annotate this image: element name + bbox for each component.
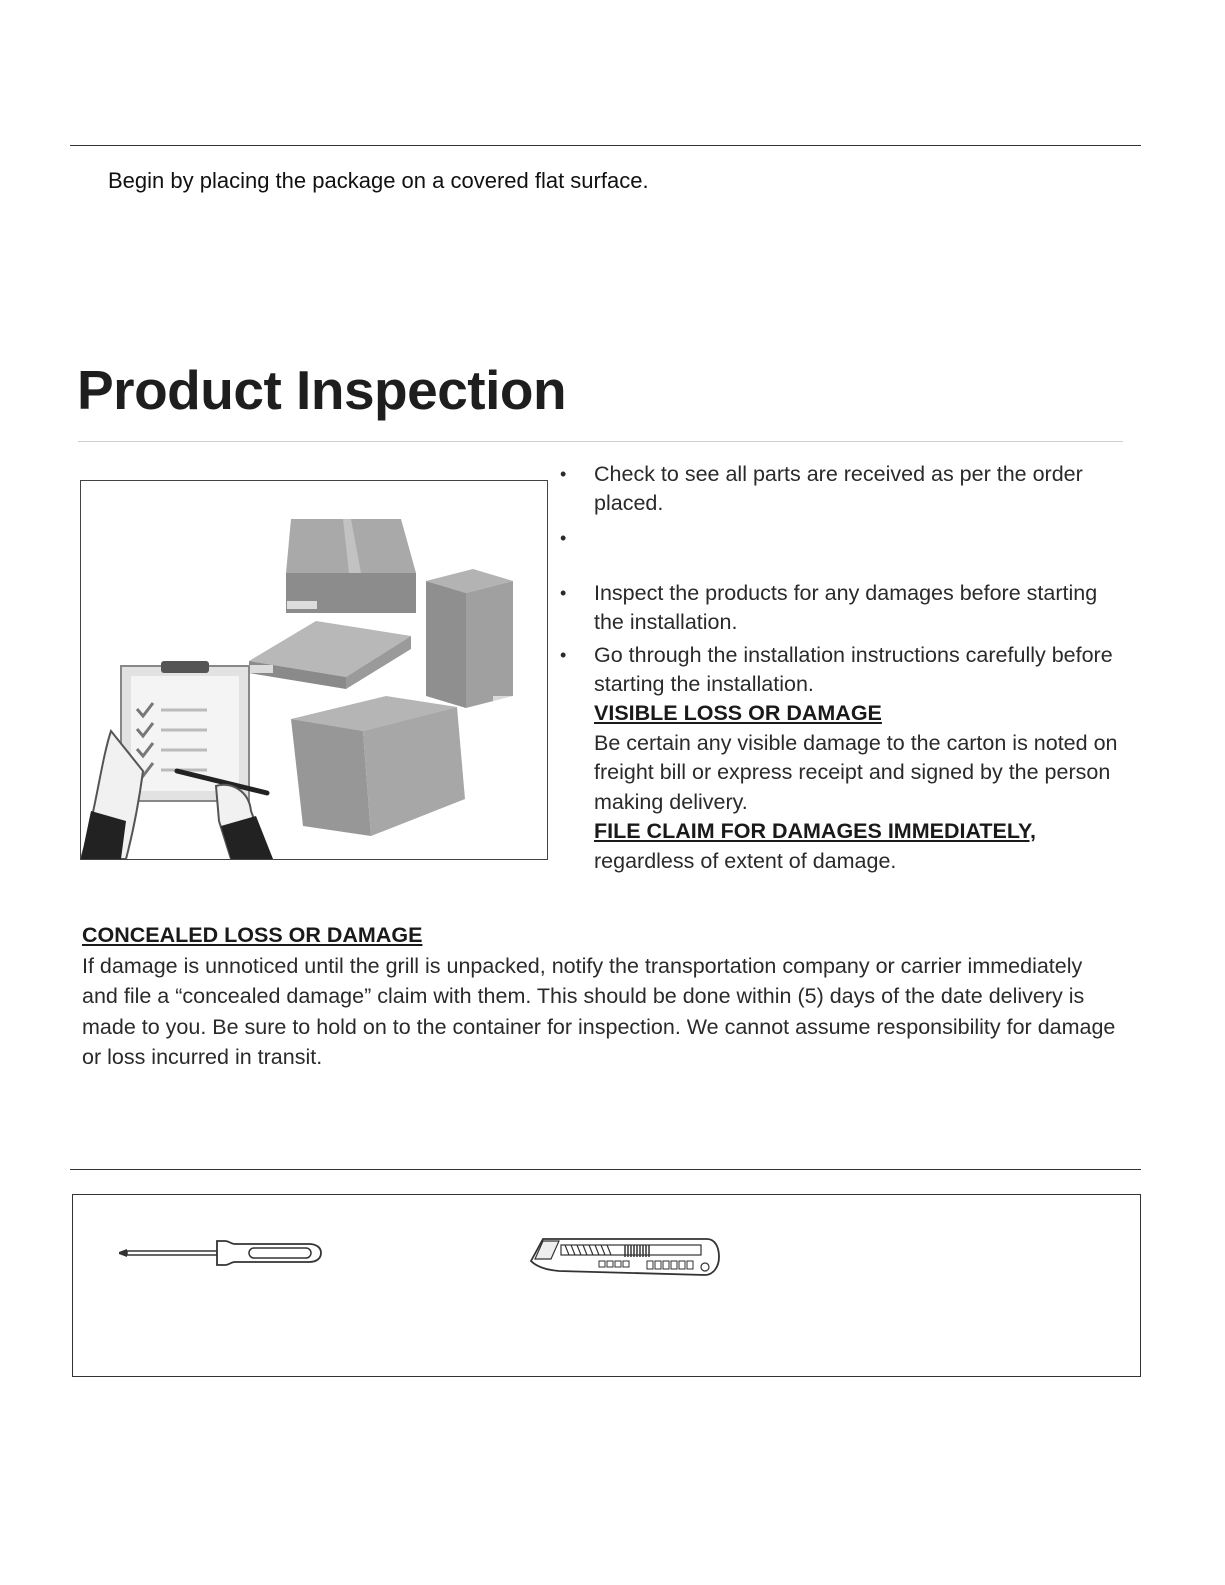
claim-heading: FILE CLAIM FOR DAMAGES IMMEDIATELY, [594,819,1036,843]
tools-panel [72,1194,1141,1377]
title-divider [78,441,1123,442]
checklist-item-inspect [560,579,1120,637]
bullet-dot: • [560,528,567,548]
checklist-item-text: Inspect the products for any damages before starting the installation. [594,581,1098,634]
checklist-item-text: Go through the installation instructions carefully before starting the installation. [594,643,1113,696]
checklist-item-empty [560,524,1120,553]
tools-divider [70,1169,1141,1170]
checklist-item-instructions [560,641,1120,699]
concealed-damage-heading: CONCEALED LOSS OR DAMAGE [82,923,423,947]
page-title: Product Inspection [77,359,567,421]
top-divider [70,145,1141,146]
bullet-dot: • [560,464,567,484]
boxes-and-clipboard-icon [81,481,547,859]
checklist-item-text: Check to see all parts are received as per the order placed. [594,462,1083,515]
inspection-checklist [560,460,1120,876]
bullet-dot: • [560,645,567,665]
utility-knife-icon [529,1233,721,1279]
bullet-dot: • [560,583,567,603]
visible-damage-body: Be certain any visible damage to the carton is noted on freight bill or express receipt and signed by the person making delivery. [594,730,1118,814]
inspection-illustration [80,480,548,860]
checklist-item-parts [560,460,1120,518]
screwdriver-icon [117,1235,327,1271]
claim-body: regardless of extent of damage. [594,848,897,873]
concealed-damage-section [82,920,1122,1073]
intro-text: Begin by placing the package on a covered flat surface. [108,168,649,193]
visible-damage-section [560,699,1120,876]
visible-damage-heading: VISIBLE LOSS OR DAMAGE [594,701,882,725]
concealed-damage-body: If damage is unnoticed until the grill is unpacked, notify the transportation company or carrier immediately and file a “concealed damage” claim with them. This should be done within (5) days of the date delivery is made to you. Be sure to hold on to the container for inspection. We cannot assume responsibility for damage or loss incurred in transit. [82,953,1116,1069]
